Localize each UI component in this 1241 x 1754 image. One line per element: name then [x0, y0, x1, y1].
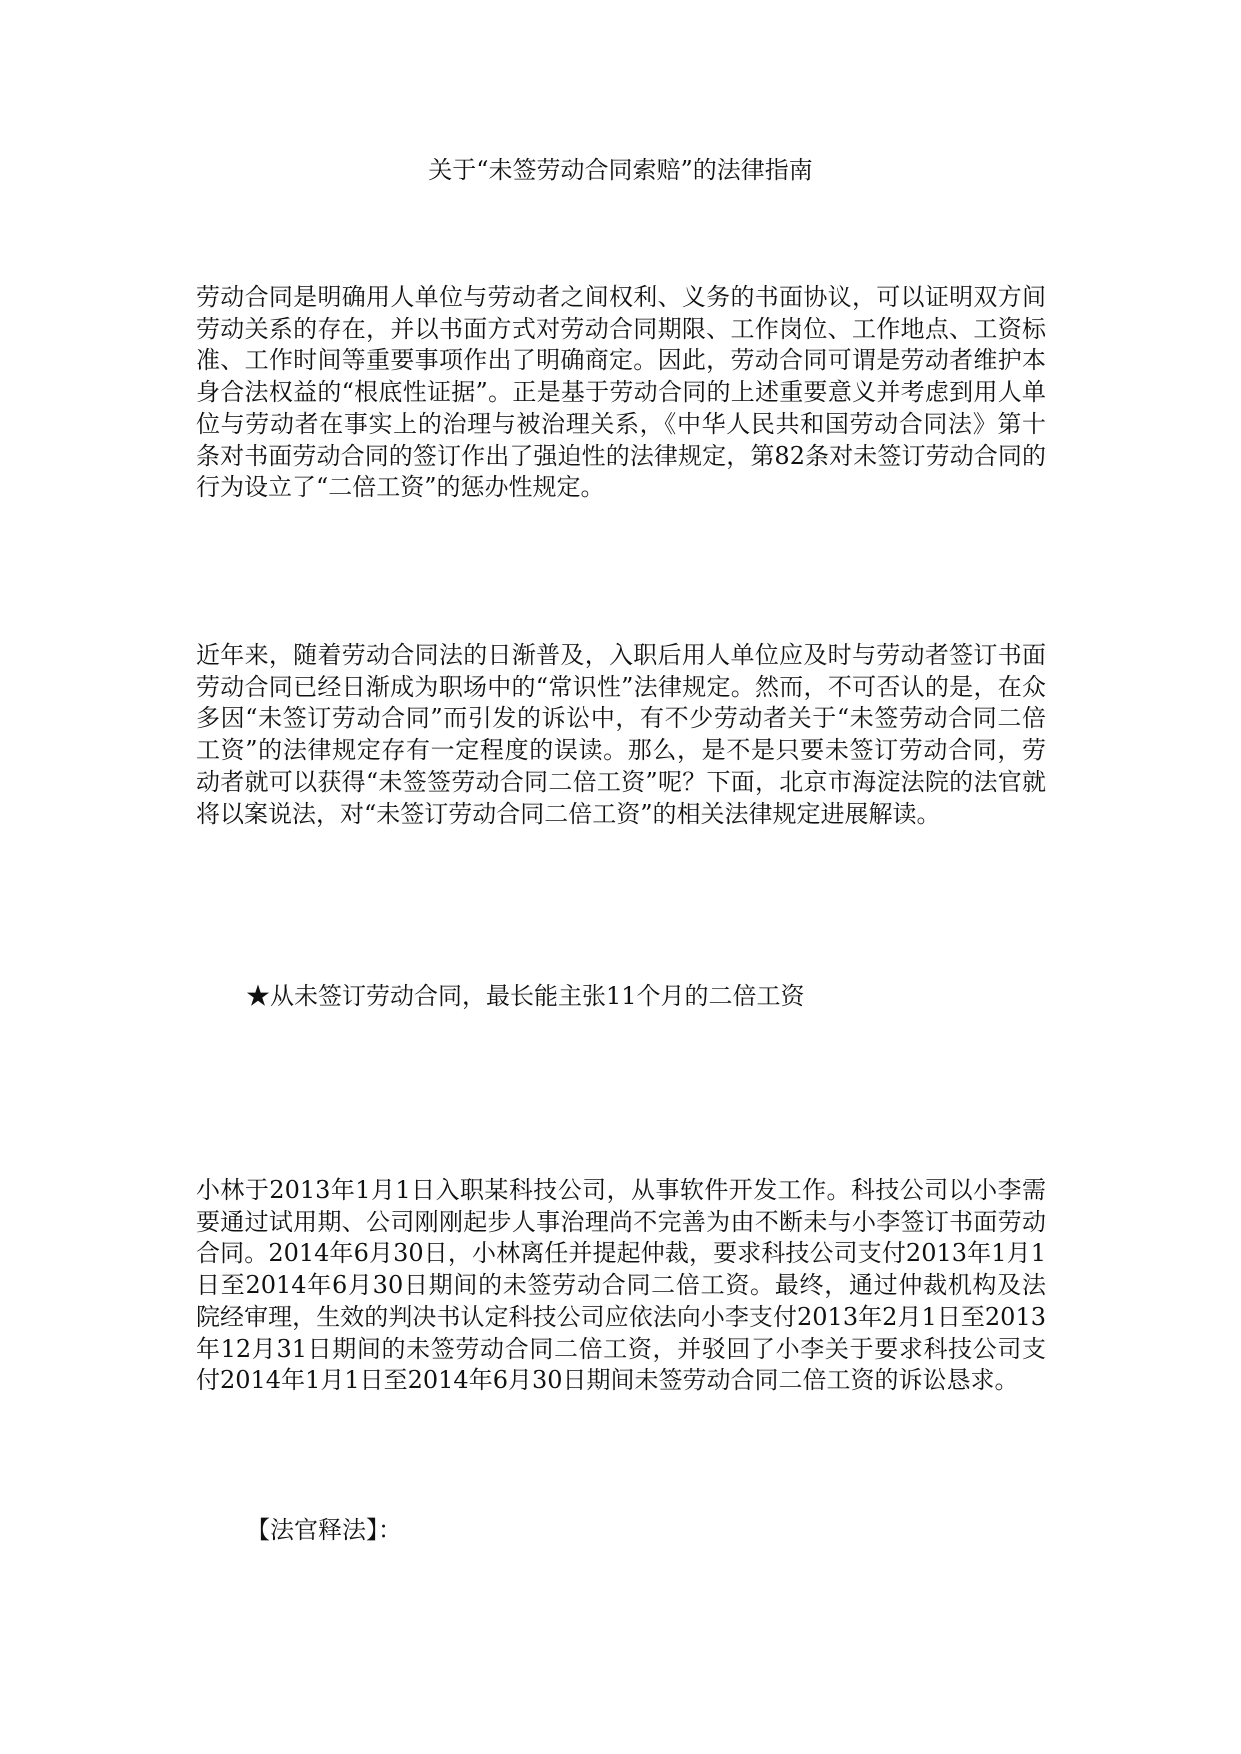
paragraph-case: 小林于2013年1月1日入职某科技公司，从事软件开发工作。科技公司以小李需要通过试用期、公司刚刚起步人事治理尚不完善为由不断未与小李签订书面劳动合同。2014年6月30日，小林离任并提起仲裁，要求科技公司支付2013年1月1日至2014年6月30日期间的未签劳动合同二倍工资。最终，通过仲裁机构及法院经审理，生效的判决书认定科技公司应依法向小李支付2013年2月1日至2013年12月31日期间的未签劳动合同二倍工资，并驳回了小李关于要求科技公司支付2014年1月1日至2014年6月30日期间未签劳动合同二倍工资的诉讼恳求。 [196, 1176, 1046, 1395]
section-heading-judge-explanation: 【法官释法】： [246, 1516, 402, 1544]
document-title: 关于“未签劳动合同索赔”的法律指南 [428, 156, 813, 184]
paragraph-intro: 劳动合同是明确用人单位与劳动者之间权利、义务的书面协议，可以证明双方间劳动关系的存在，并以书面方式对劳动合同期限、工作岗位、工作地点、工资标准、工作时间等重要事项作出了明确商定。因此，劳动合同可谓是劳动者维护本身合法权益的“根底性证据”。正是基于劳动合同的上述重要意义并考虑到用人单位与劳动者在事实上的治理与被治理关系，《中华人民共和国劳动合同法》第十条对书面劳动合同的签订作出了强迫性的法律规定，第82条对未签订劳动合同的行为设立了“二倍工资”的惩办性规定。 [196, 283, 1046, 502]
section-heading-two-times-wage: ★从未签订劳动合同，最长能主张11个月的二倍工资 [246, 982, 805, 1010]
paragraph-background: 近年来，随着劳动合同法的日渐普及，入职后用人单位应及时与劳动者签订书面劳动合同已经日渐成为职场中的“常识性”法律规定。然而，不可否认的是，在众多因“未签订劳动合同”而引发的诉讼中，有不少劳动者关于“未签劳动合同二倍工资”的法律规定存有一定程度的误读。那么，是不是只要未签订劳动合同，劳动者就可以获得“未签签劳动合同二倍工资”呢？下面，北京市海淀法院的法官就将以案说法，对“未签订劳动合同二倍工资”的相关法律规定进展解读。 [196, 641, 1046, 828]
